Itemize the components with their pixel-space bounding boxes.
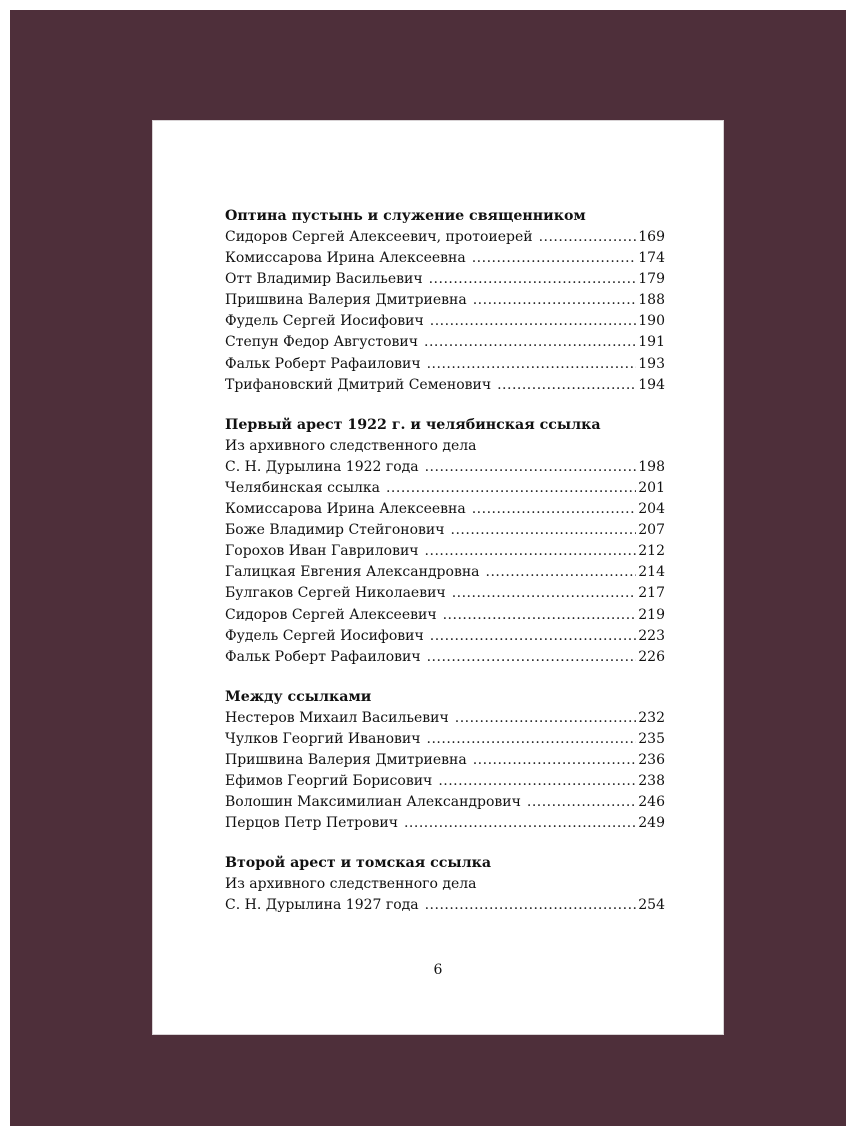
entry-title: Булгаков Сергей Николаевич [225, 585, 446, 602]
entry-page: 174 [638, 250, 665, 267]
entry-title: Ефимов Георгий Борисович [225, 773, 433, 790]
entry-title: Сидоров Сергей Алексеевич [225, 606, 437, 623]
page-number: 6 [433, 962, 443, 978]
entry-title: Горохов Иван Гаврилович [225, 543, 419, 560]
entry-title: Фальк Роберт Рафаилович [225, 648, 421, 665]
dot-leader [429, 269, 637, 290]
dot-leader [425, 541, 637, 562]
entry-title: Пришвина Валерия Дмитриевна [225, 751, 467, 768]
dot-leader [473, 290, 637, 311]
entry-title: Фальк Роберт Рафаилович [225, 355, 421, 372]
entry-page: 201 [638, 479, 665, 496]
toc-entry [225, 771, 665, 792]
dot-leader [430, 311, 637, 332]
entry-page: 226 [638, 648, 665, 665]
section-heading: Между ссылками [225, 688, 372, 705]
toc-section [225, 206, 665, 396]
toc-entry [225, 499, 665, 520]
entry-title: С. Н. Дурылина 1927 года [225, 897, 419, 914]
dot-leader [472, 248, 637, 269]
entry-page: 194 [638, 376, 665, 393]
toc-entry [225, 729, 665, 750]
entry-page: 198 [638, 458, 665, 475]
toc-entry [225, 750, 665, 771]
entry-title: Фудель Сергей Иосифович [225, 313, 424, 330]
toc-entry [225, 792, 665, 813]
entry-title: С. Н. Дурылина 1922 года [225, 458, 419, 475]
section-preface: Из архивного следственного дела [225, 437, 477, 454]
toc-entry [225, 605, 665, 626]
entry-page: 212 [638, 543, 665, 560]
section-heading: Первый арест 1922 г. и челябинская ссылка [225, 416, 601, 433]
dot-leader [386, 478, 636, 499]
toc-entry [225, 332, 665, 353]
dot-leader [443, 605, 637, 626]
entry-page: 236 [638, 751, 665, 768]
dot-leader [427, 729, 637, 750]
toc-entry [225, 626, 665, 647]
dot-leader [425, 895, 637, 916]
toc-section [225, 687, 665, 835]
dot-leader [455, 708, 637, 729]
toc-entry [225, 520, 665, 541]
entry-page: 249 [638, 815, 665, 832]
dot-leader [527, 792, 636, 813]
entry-page: 179 [638, 271, 665, 288]
dot-leader [451, 520, 637, 541]
dot-leader [425, 457, 637, 478]
toc-entry [225, 311, 665, 332]
entry-title: Чулков Георгий Иванович [225, 730, 421, 747]
dot-leader [539, 227, 637, 248]
dot-leader [473, 750, 637, 771]
entry-page: 246 [638, 794, 665, 811]
entry-title: Степун Федор Августович [225, 334, 418, 351]
toc-entry [225, 541, 665, 562]
entry-page: 191 [638, 334, 665, 351]
entry-page: 238 [638, 773, 665, 790]
toc-entry [225, 269, 665, 290]
entry-title: Нестеров Михаил Васильевич [225, 709, 449, 726]
toc-entry [225, 457, 665, 478]
dot-leader [486, 562, 637, 583]
dot-leader [404, 813, 636, 834]
entry-page: 254 [638, 897, 665, 914]
section-heading: Оптина пустынь и служение священником [225, 208, 586, 224]
dot-leader [452, 583, 637, 604]
toc-section [225, 415, 665, 668]
entry-page: 193 [638, 355, 665, 372]
entry-page: 207 [638, 522, 665, 539]
entry-title: Волошин Максимилиан Александрович [225, 794, 521, 811]
entry-title: Боже Владимир Стейгонович [225, 522, 445, 539]
entry-page: 214 [638, 564, 665, 581]
dot-leader [497, 375, 636, 396]
entry-page: 235 [638, 730, 665, 747]
section-preface: Из архивного следственного дела [225, 876, 477, 893]
toc-entry [225, 583, 665, 604]
entry-title: Отт Владимир Васильевич [225, 271, 423, 288]
dot-leader [438, 771, 636, 792]
toc-entry [225, 708, 665, 729]
toc-entry [225, 227, 665, 248]
dot-leader [430, 626, 637, 647]
toc-entry [225, 248, 665, 269]
toc-entry [225, 813, 665, 834]
book-page [153, 121, 723, 1034]
section-heading: Второй арест и томская ссылка [225, 855, 492, 872]
entry-page: 223 [638, 627, 665, 644]
entry-page: 204 [638, 501, 665, 518]
entry-title: Челябинская ссылка [225, 479, 380, 496]
toc-entry [225, 354, 665, 375]
entry-title: Комиссарова Ирина Алексеевна [225, 501, 466, 518]
entry-page: 217 [638, 585, 665, 602]
entry-title: Трифановский Дмитрий Семенович [225, 376, 492, 393]
toc-entry [225, 478, 665, 499]
toc-entry [225, 290, 665, 311]
toc-section [225, 853, 665, 916]
toc-entry [225, 647, 665, 668]
dot-leader [427, 354, 637, 375]
entry-title: Перцов Петр Петрович [225, 815, 398, 832]
dot-leader [472, 499, 637, 520]
entry-page: 232 [638, 709, 665, 726]
entry-page: 169 [638, 229, 665, 245]
entry-title: Пришвина Валерия Дмитриевна [225, 292, 467, 309]
entry-page: 188 [638, 292, 665, 309]
entry-title: Галицкая Евгения Александровна [225, 564, 480, 581]
toc-entry [225, 375, 665, 396]
background-frame [10, 10, 846, 1126]
entry-title: Сидоров Сергей Алексеевич, протоиерей [225, 229, 533, 245]
toc-entry [225, 895, 665, 916]
toc-entry [225, 562, 665, 583]
entry-title: Фудель Сергей Иосифович [225, 627, 424, 644]
entry-page: 219 [638, 606, 665, 623]
entry-page: 190 [638, 313, 665, 330]
table-of-contents [225, 206, 665, 936]
dot-leader [424, 332, 636, 353]
entry-title: Комиссарова Ирина Алексеевна [225, 250, 466, 267]
dot-leader [427, 647, 637, 668]
